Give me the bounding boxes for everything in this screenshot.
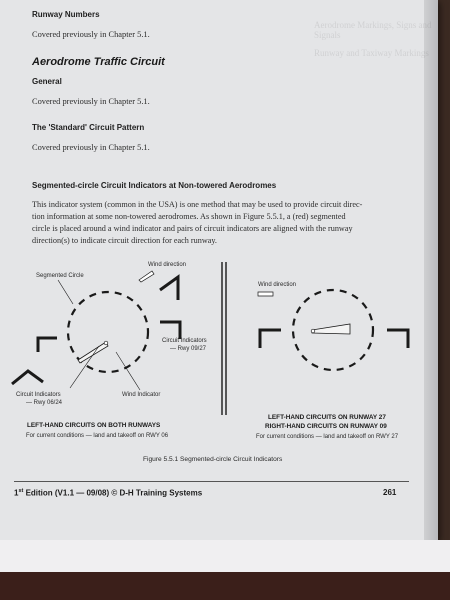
heading-traffic-circuit: Aerodrome Traffic Circuit xyxy=(32,56,165,68)
leader-circuit-0624 xyxy=(70,346,99,388)
paragraph-line-3: circle is placed around a wind indicator and pairs of circuit indicators are aligned with the runway xyxy=(32,224,353,233)
wind-direction-arrow-right xyxy=(258,292,273,296)
wind-indicator-right xyxy=(312,324,350,334)
subcaption-right: For current conditions — land and takeoff on RWY 27 xyxy=(256,434,399,440)
edition-text: Edition (V1.1 — 09/08) © D-H Training Systems xyxy=(23,488,203,498)
caption-right-line-2: RIGHT-HAND CIRCUITS ON RUNWAY 09 xyxy=(265,423,387,430)
label-wind-direction-right: Wind direction xyxy=(258,282,297,288)
wind-direction-arrow-left xyxy=(139,271,154,282)
figure-caption: Figure 5.5.1 Segmented-circle Circuit Indicators xyxy=(143,456,283,463)
left-diagram xyxy=(12,262,207,439)
circuit-indicator-sw xyxy=(12,371,43,384)
heading-general: General xyxy=(32,77,62,86)
leader-wind-indicator xyxy=(116,352,140,390)
subcaption-left: For current conditions — land and takeoff on RWY 06 xyxy=(26,433,169,439)
wind-indicator-left xyxy=(78,342,108,363)
runway-numbers-body: Covered previously in Chapter 5.1. xyxy=(32,30,150,39)
ghost-line-1: Aerodrome Markings, Signs and Signals xyxy=(314,20,432,40)
ghost-line-2: Runway and Taxiway Markings xyxy=(314,48,429,58)
show-through-text xyxy=(314,20,434,140)
label-wind-indicator: Wind Indicator xyxy=(122,392,161,398)
edition-number: 1 xyxy=(14,488,19,498)
right-diagram xyxy=(256,282,408,440)
label-circuit-0624-a: Circuit Indicators xyxy=(16,392,61,398)
edition-superscript: st xyxy=(18,488,24,494)
label-wind-direction-left: Wind direction xyxy=(148,262,187,268)
footer-edition xyxy=(14,488,202,498)
wind-indicator-pivot-left xyxy=(104,341,108,345)
heading-segmented-circle: Segmented-circle Circuit Indicators at Non-towered Aerodromes xyxy=(32,181,277,190)
general-body: Covered previously in Chapter 5.1. xyxy=(32,97,150,106)
paragraph-line-2: tion information at some non-towered aerodromes. As shown in Figure 5.5.1, a (red) segmented xyxy=(32,212,346,221)
leader-segmented-circle xyxy=(58,280,73,304)
circuit-indicator-e xyxy=(160,322,180,339)
standard-circuit-body: Covered previously in Chapter 5.1. xyxy=(32,143,150,152)
circuit-indicator-w xyxy=(38,338,57,352)
circuit-indicator-right-w xyxy=(260,330,281,348)
caption-right-line-1: LEFT-HAND CIRCUITS ON RUNWAY 27 xyxy=(268,414,386,421)
page-number: 261 xyxy=(383,488,397,497)
caption-left: LEFT-HAND CIRCUITS ON BOTH RUNWAYS xyxy=(27,422,161,429)
label-circuit-0624-b: — Rwy 06/24 xyxy=(26,400,63,406)
segmented-paragraph xyxy=(32,199,412,247)
label-circuit-0927-a: Circuit Indicators xyxy=(162,338,207,344)
paragraph-line-1: This indicator system (common in the USA) is one method that may be used to provide circuit direc- xyxy=(32,200,363,209)
footer-rule xyxy=(14,481,409,482)
heading-runway-numbers: Runway Numbers xyxy=(32,10,100,19)
wind-indicator-pivot-right xyxy=(311,329,315,333)
heading-standard-circuit: The 'Standard' Circuit Pattern xyxy=(32,123,145,132)
desk-surface xyxy=(0,572,450,600)
paragraph-line-4: direction(s) to indicate circuit direction for each runway. xyxy=(32,236,217,245)
circuit-indicator-right-e xyxy=(387,330,408,348)
label-segmented-circle: Segmented Circle xyxy=(36,273,84,279)
circuit-indicator-ne xyxy=(160,277,178,300)
segmented-circle-figure xyxy=(0,250,438,480)
label-circuit-0927-b: — Rwy 09/27 xyxy=(170,346,207,352)
